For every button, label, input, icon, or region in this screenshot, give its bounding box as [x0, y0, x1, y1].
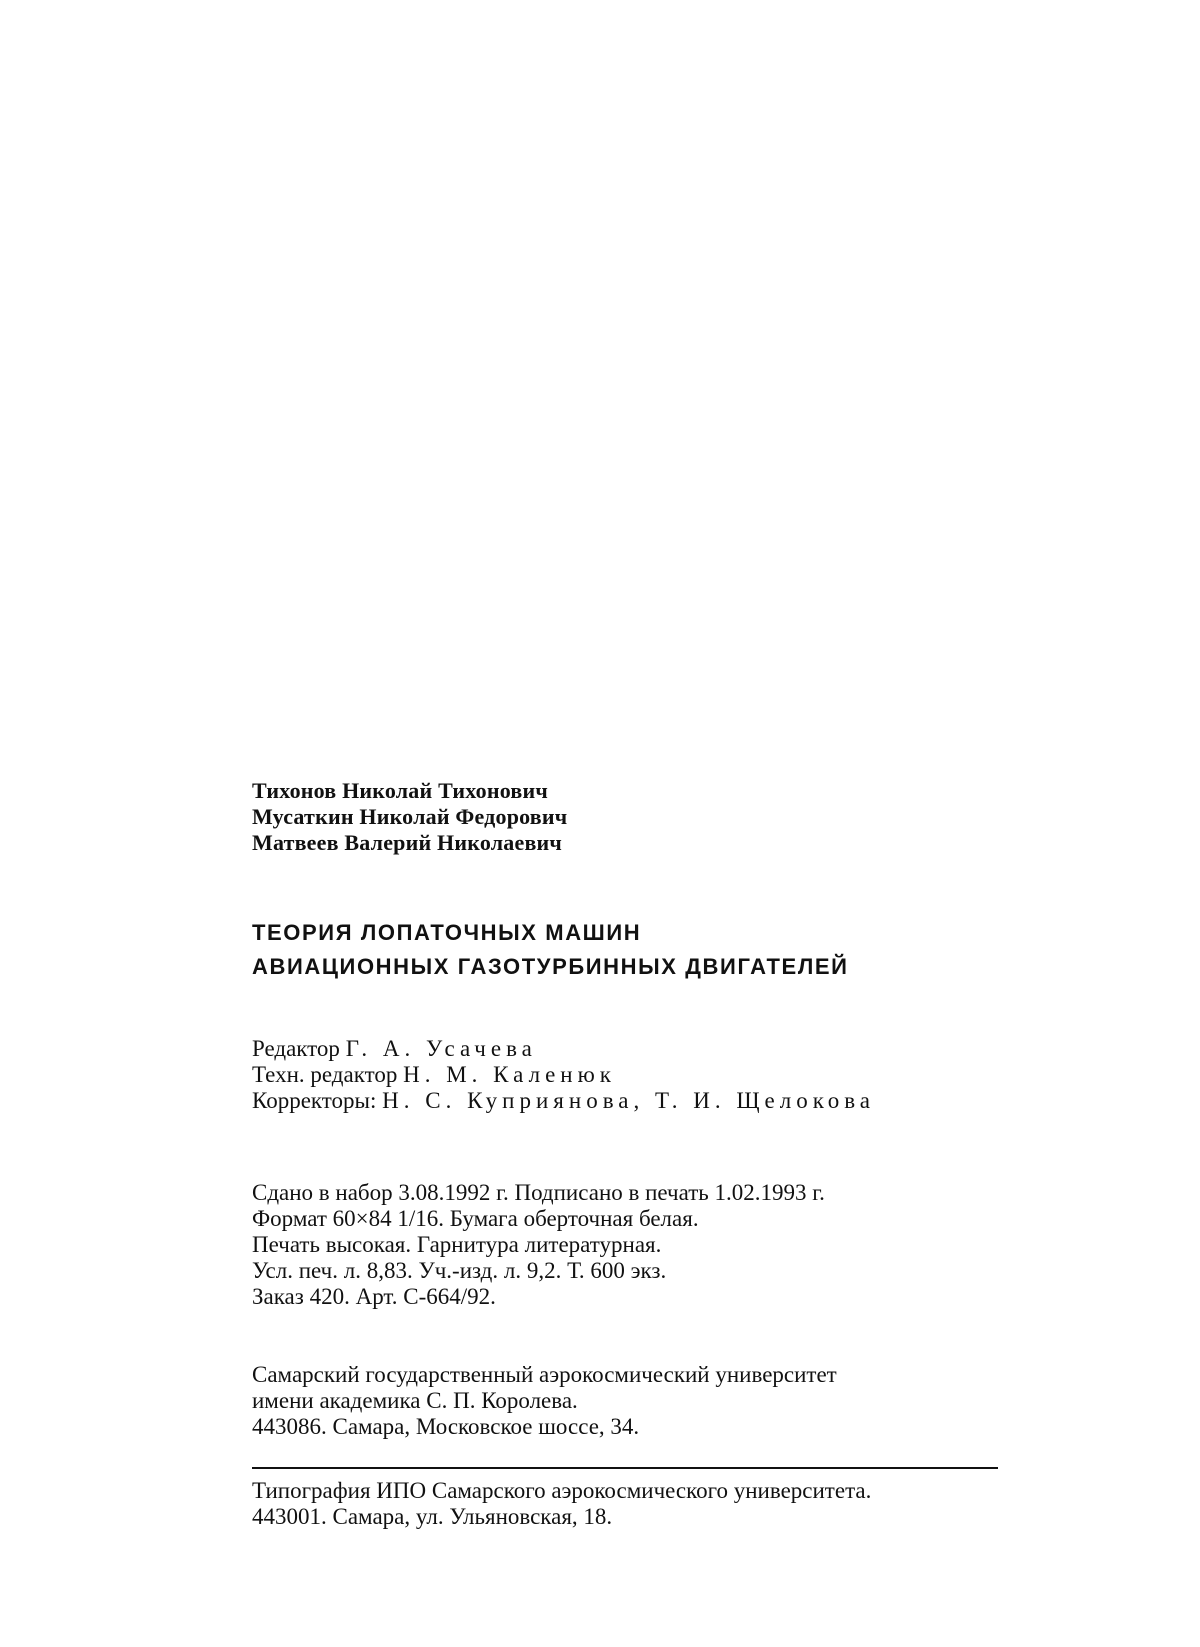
author-name: Тихонов Николай Тихонович	[252, 778, 548, 803]
editor-label: Редактор	[252, 1036, 340, 1061]
proofreaders-names: Н. С. Куприянова, Т. И. Щелокова	[382, 1088, 875, 1113]
proofreaders-line	[252, 1088, 1012, 1114]
publisher-line: 443086. Самара, Московское шоссе, 34.	[252, 1414, 640, 1439]
title-line: АВИАЦИОННЫХ ГАЗОТУРБИННЫХ ДВИГАТЕЛЕЙ	[252, 954, 849, 979]
imprint-line: Заказ 420. Арт. С-664/92.	[252, 1284, 496, 1309]
imprint-line: Формат 60×84 1/16. Бумага оберточная белая.	[252, 1206, 699, 1231]
proofreaders-label: Корректоры:	[252, 1088, 377, 1113]
divider-rule	[252, 1467, 998, 1469]
authors-block	[252, 778, 1012, 856]
tech-editor-line	[252, 1062, 1012, 1088]
editor-name: Г. А. Усачева	[345, 1036, 537, 1061]
printer-line: Типография ИПО Самарского аэрокосмического университета.	[252, 1478, 872, 1503]
publisher-line: Самарский государственный аэрокосмический университет	[252, 1362, 837, 1387]
book-title	[252, 916, 1012, 984]
title-line: ТЕОРИЯ ЛОПАТОЧНЫХ МАШИН	[252, 920, 642, 945]
imprint-line: Усл. печ. л. 8,83. Уч.-изд. л. 9,2. Т. 600 экз.	[252, 1258, 667, 1283]
imprint-line: Сдано в набор 3.08.1992 г. Подписано в печать 1.02.1993 г.	[252, 1180, 825, 1205]
tech-editor-label: Техн. редактор	[252, 1062, 398, 1087]
publisher-line: имени академика С. П. Королева.	[252, 1388, 578, 1413]
author-name: Мусаткин Николай Федорович	[252, 804, 568, 829]
author-name: Матвеев Валерий Николаевич	[252, 830, 563, 855]
publisher-block	[252, 1362, 1012, 1440]
printer-line: 443001. Самара, ул. Ульяновская, 18.	[252, 1504, 613, 1529]
tech-editor-name: Н. М. Каленюк	[403, 1062, 616, 1087]
imprint-line: Печать высокая. Гарнитура литературная.	[252, 1232, 662, 1257]
editorial-credits	[252, 1036, 1012, 1114]
printer-block	[252, 1478, 1012, 1530]
editor-line	[252, 1036, 1012, 1062]
imprint-details	[252, 1180, 1012, 1310]
